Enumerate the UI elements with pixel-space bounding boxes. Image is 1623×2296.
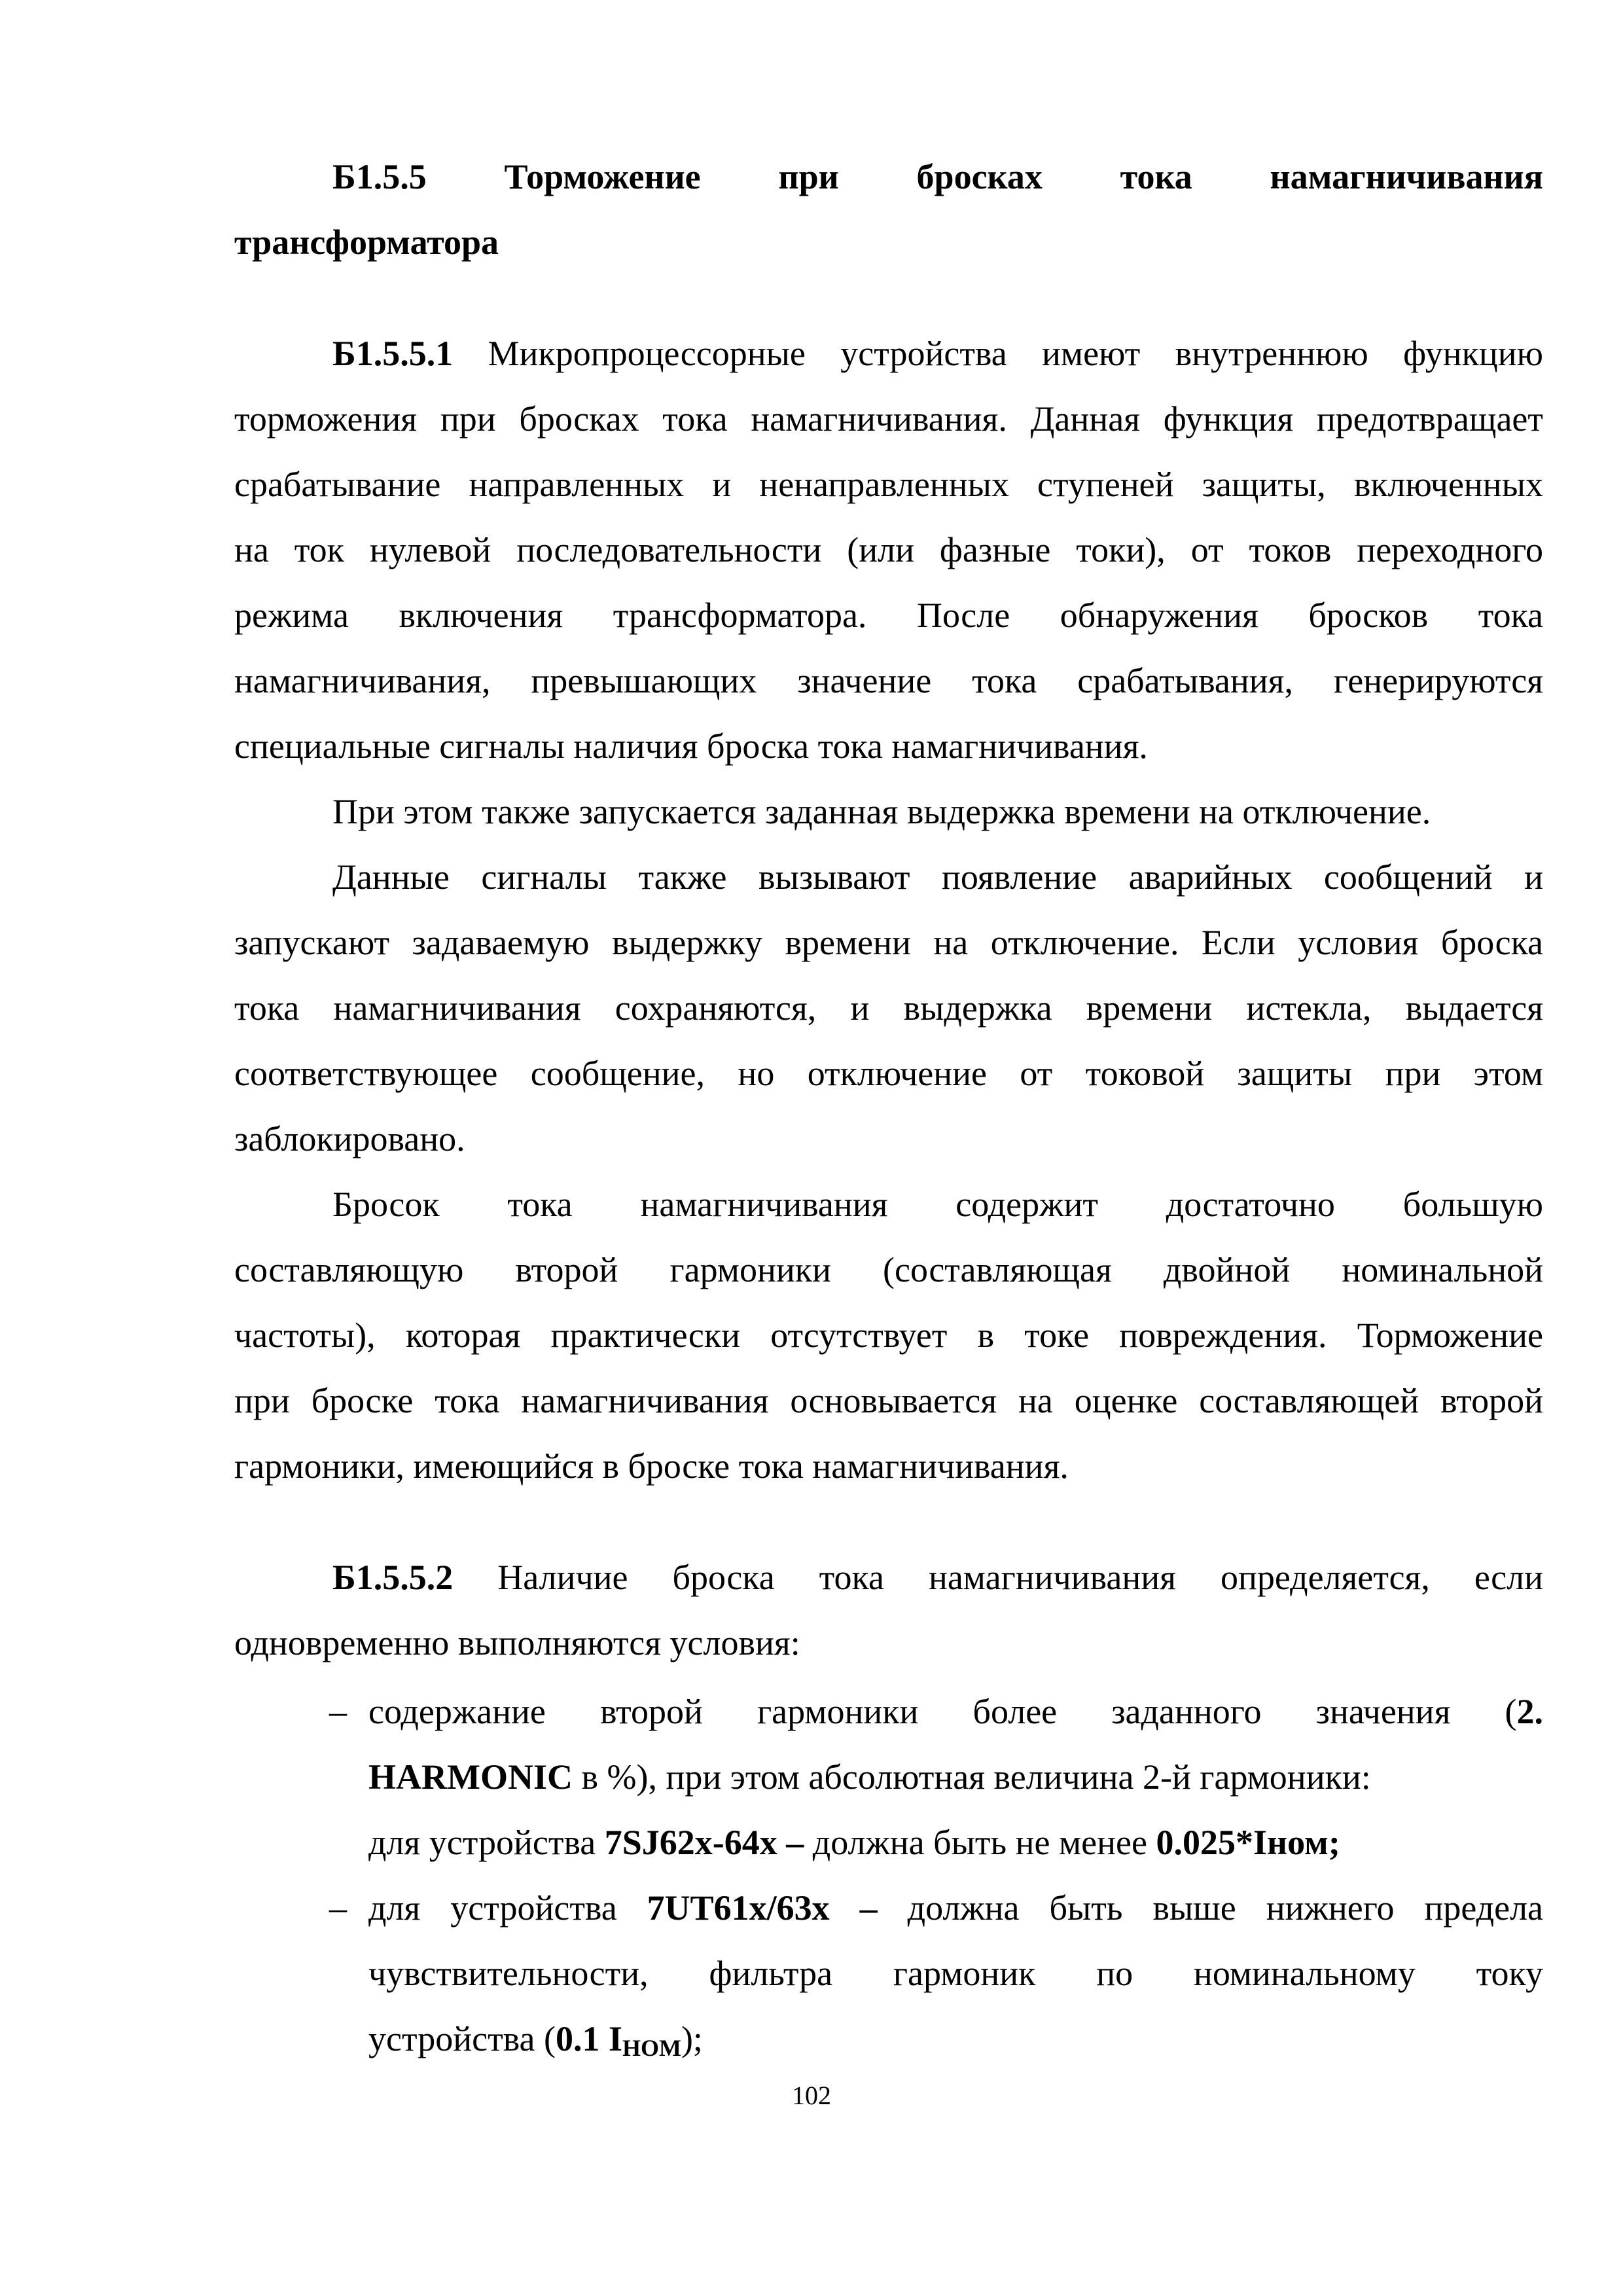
bullet-2-line [368,1875,1543,1941]
bullet-2-bold: 7UT61x/63x – [647,1888,878,1928]
bullet-2-text: ); [681,2019,703,2058]
bullet-1-text: должна быть не менее [804,1823,1156,1862]
section-1-line: специальные сигналы наличия броска тока намагничивания. [234,726,1148,766]
paragraph-3-line: заблокировано. [234,1119,465,1158]
bullet-2-line [368,2006,1543,2072]
bullet-1-text: содержание второй гармоники более заданного значения ( [368,1692,1517,1731]
section-1-line: на ток нулевой последовательности (или фазные токи), от токов переходного [234,530,1543,569]
bullet-2-text: устройства ( [368,2019,556,2058]
bullet-1-text: в %), при этом абсолютная величина 2-й гармоники: [572,1757,1371,1797]
bullet-1-line [368,1679,1543,1744]
section-1-line: торможения при бросках тока намагничивания. Данная функция предотвращает [234,399,1543,439]
bullet-1-bold: HARMONIC [368,1757,573,1797]
page-number: 102 [792,2081,831,2110]
paragraph-3-line: запускают задаваемую выдержку времени на отключение. Если условия броска [234,923,1543,962]
section-1-line: режима включения трансформатора. После обнаружения бросков тока [234,596,1543,635]
section-heading-cont [234,209,1543,275]
section-heading [332,144,1543,209]
paragraph-4-line: составляющую второй гармоники (составляющая двойной номинальной [234,1250,1543,1289]
bullet-1-text: для устройства [368,1823,605,1862]
paragraph-4-line: частоты), которая практически отсутствует в токе повреждения. Торможение [234,1316,1543,1355]
section-2-text: Наличие броска тока намагничивания определяется, если [497,1558,1543,1597]
section-1-number: Б1.5.5.1 [332,334,454,373]
bullet-1-line [368,1810,1543,1875]
paragraph-4-line: при броске тока намагничивания основывается на оценке составляющей второй [234,1381,1543,1420]
paragraph-4-line: гармоники, имеющийся в броске тока намагничивания. [234,1446,1069,1486]
paragraph-4-line: Бросок тока намагничивания содержит достаточно большую [332,1185,1543,1224]
bullet-dash: – [329,1692,347,1731]
section-1-line: срабатывание направленных и ненаправленных ступеней защиты, включенных [234,465,1543,504]
bullet-2-line: чувствительности, фильтра гармоник по номинальному току [368,1954,1543,1993]
section-1-line [332,321,1543,386]
bullet-2-text: для устройства [368,1888,647,1928]
heading-number: Б1.5.5 [332,157,427,196]
section-2-number: Б1.5.5.2 [332,1558,454,1597]
paragraph-3-line: тока намагничивания сохраняются, и выдержка времени истекла, выдается [234,988,1543,1028]
paragraph-3-line: Данные сигналы также вызывают появление аварийных сообщений и [332,857,1543,897]
section-1-line: намагничивания, превышающих значение тока срабатывания, генерируются [234,661,1543,700]
bullet-2-text: должна быть выше нижнего предела [877,1888,1544,1928]
section-2-line [332,1545,1543,1610]
bullet-1-line [368,1744,1543,1810]
bullet-1-bold: 7SJ62x-64x – [604,1823,804,1862]
heading-title-line1: Торможение при бросках тока намагничивания [504,157,1544,196]
bullet-dash: – [329,1888,347,1928]
bullet-2-subscript: НОМ [622,2035,681,2061]
bullet-1-bold: 2. [1516,1692,1543,1731]
heading-title-line2: трансформатора [234,223,499,262]
section-1-text: Микропроцессорные устройства имеют внутреннюю функцию [488,334,1543,373]
section-2-line: одновременно выполняются условия: [234,1623,800,1662]
bullet-1-bold: 0.025*Iном; [1156,1823,1340,1862]
paragraph-3-line: соответствующее сообщение, но отключение от токовой защиты при этом [234,1054,1543,1093]
bullet-2-bold: 0.1 I [555,2019,622,2058]
paragraph-2: При этом также запускается заданная выдержка времени на отключение. [332,792,1431,831]
